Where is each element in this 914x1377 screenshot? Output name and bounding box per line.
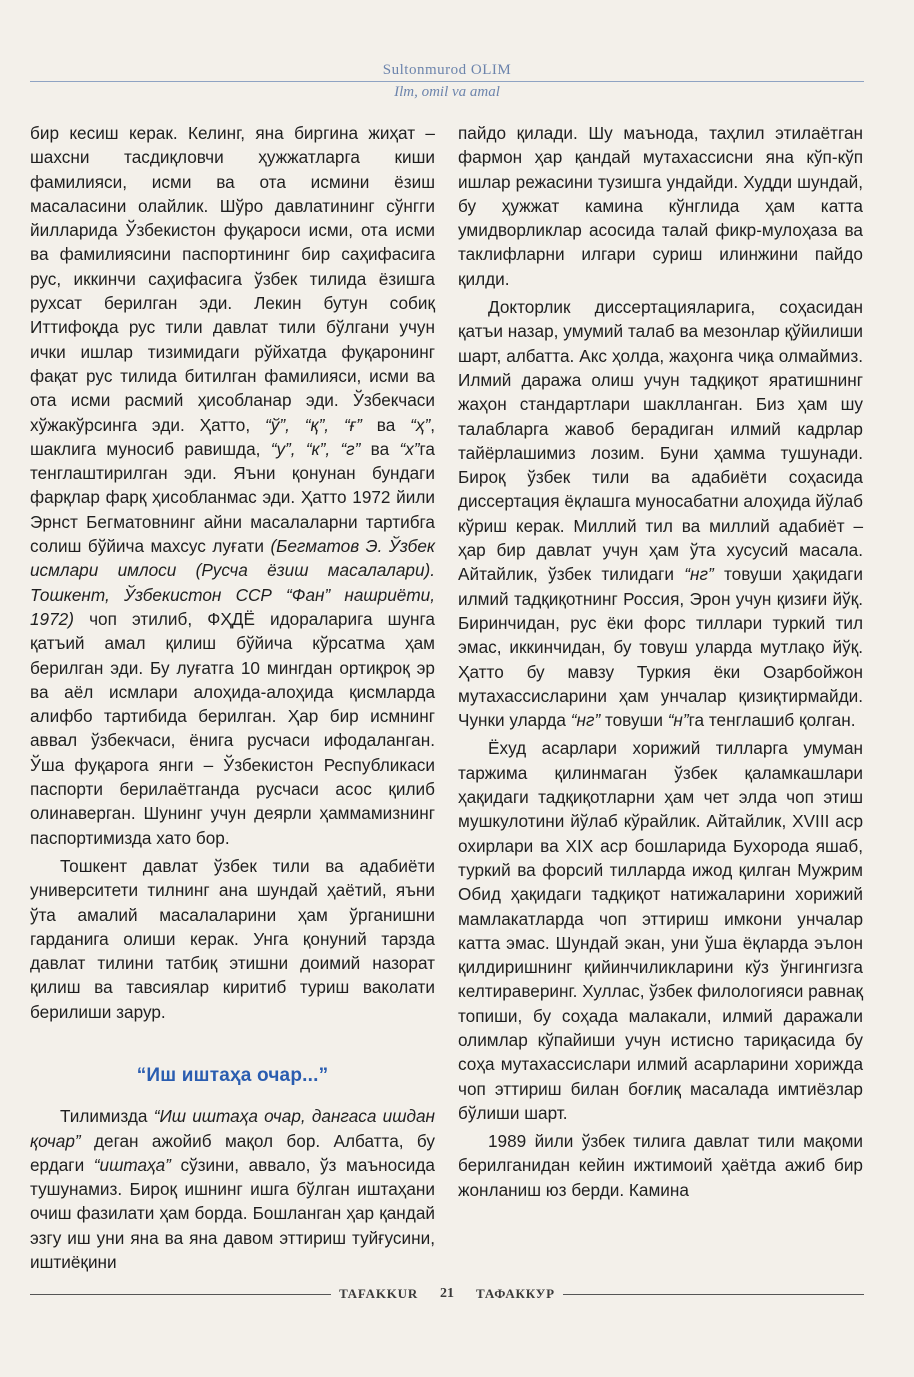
footer-rule-left [30, 1294, 331, 1295]
section-heading: “Иш иштаҳа очар...” [136, 1064, 329, 1086]
paragraph: 1989 йили ўзбек тилига давлат тили мақоми берилганидан кейин ижтимоий ҳаётда ажиб бир жонланиш юз берди. Камина [458, 1131, 863, 1200]
footer-label-cyrillic: ТАФАККУР [476, 1286, 555, 1301]
footer-rule-right [563, 1294, 864, 1295]
paragraph: Тошкент давлат ўзбек тили ва адабиёти университети тилнинг ана шундай ҳаётий, яъни ўта амалий масалаларини ҳам ўрганишни гарданига олиши керак. Унга қонуний тарзда давлат тилини татбиқ этишни доимий назорат қилиш ва тавсиялар киритиб туриш ваколати берилиши зарур. [30, 855, 435, 1022]
header-subtitle: Ilm, omil va amal [394, 84, 500, 100]
paragraph: Тилимизда “Иш иштаҳа очар, дангаса ишдан қочар” деган ажойиб мақол бор. Албатта, бу ердаги “иштаҳа” сўзини, аввало, ўз маъносида тушунамиз. Бироқ ишнинг ишга бўлган иштаҳани очиш фазилати ҳам борда. Бошланган ҳар қандай эзгу иш уни яна ва яна давом эттириш туйғусини, иштиёқини [30, 1106, 435, 1273]
footer-label-latin: TAFAKKUR [339, 1286, 419, 1301]
running-header [30, 62, 864, 101]
paragraph: пайдо қилади. Шу маънода, таҳлил этилаётган фармон ҳар қандай мутахассисни яна кўп-кўп ишлар режасини тузишга ундайди. Худди шундай, бу ҳужжат камина кўнглида ҳам катта умидворликлар асосида талай фикр-мулоҳаза ва таклифларни илгари суриш илинжини пайдо қилди. [458, 123, 863, 289]
running-footer [30, 1284, 864, 1304]
paragraph: Ёхуд асарлари хорижий тилларга умуман таржима қилинмаган ўзбек қаламкашлари ҳақидаги тадқиқотларни ҳам чет элда чоп этиш мушкулотини йўлаб кўрайлик. Айтайлик, XVIII аср охирлари ва XIX аср бошларида Бухорода яшаб, туркий ва форсий тилларда ижод қилган Мужрим Обид ҳақидаги тадқиқот натижаларини хорижий мамлакатларда чоп эттириш имкони унчалар катта эмас. Шундай экан, уни ўша ёқларда эълон қилдиришнинг қийинчиликларини кўз ўнгингизга келтираверинг. Хуллас, ўзбек филологияси равнақ топиши, бу соҳада малакали, илмий даражали олимлар кўпайиши учун истисно тариқасида бу соҳа мутахассислари илмий асарларини хорижда чоп эттириш билан боғлиқ масалада имтиёзлар бўлиши шарт. [458, 738, 863, 1123]
header-author: Sultonmurod OLIM [382, 62, 512, 78]
paragraph: бир кесиш керак. Келинг, яна биргина жиҳат – шахсни тасдиқловчи ҳужжатларга киши фамилияси, исми ва ота исмини ёзиш масаласини олайлик. Шўро давлатининг сўнгги йилларида Ўзбекистон фуқароси исми, ота исми ва фамилиясини паспортининг бир саҳифасига рус, иккинчи саҳифасига ўзбек тилида ёзишга рухсат берилган эди. Лекин бутун собиқ Иттифоқда рус тили давлат тили бўлгани учун ички ишлар тизимидаги рўйхатда фуқаронинг фақат рус тилида битилган фамилияси, исми ва ота исми расмий ҳисобланар эди. Ўзбекчаси хўжакўрсинга эди. Ҳатто, “ў”, “қ”, “ғ” ва “ҳ”, шаклига муносиб равишда, “у”, “к”, “г” ва “х”га тенглаштирилган эди. Яъни қонунан бундаги фарқлар фарқ ҳисобланмас эди. Ҳатто 1972 йили Эрнст Бегматовнинг айни масалаларни тартибга солиш бўйича махсус луғати (Бегматов Э. Ўзбек исмлари имлоси (Русча ёзиш масалалари). Тошкент, Ўзбекистон ССР “Фан” нашриёти, 1972) чоп этилиб, ФҲДЁ идораларига шунга қатъий амал қилиш бўйича кўрсатма ҳам берилган эди. Бу луғатга 10 мингдан ортиқроқ эр ва аёл исмлари алоҳида-алоҳида қисмларда алифбо тартибида берилган. Ҳар бир исмнинг аввал ўзбекчаси, ёнига русчаси ифодаланган. Ўша фуқарога янги – Ўзбекистон Республикаси паспорти берилаётганда русчаси асос қилиб олинаверган. Шунинг учун деярли ҳаммамизнинг паспортимизда хато бор. [30, 123, 435, 848]
left-column [30, 121, 435, 1274]
header-rule [30, 81, 864, 82]
right-column [458, 121, 863, 1202]
paragraph: Докторлик диссертацияларига, соҳасидан қатъи назар, умумий талаб ва мезонлар қўйилиши шарт, албатта. Акс ҳолда, жаҳонга чиқа олмаймиз. Илмий даража олиш учун тадқиқот яратишнинг жаҳон стандартлари шаклланган. Биз ҳам шу талабларга жавоб берадиган илмий кадрлар тайёрлашимиз лозим. Буни ҳамма тушунади. Бироқ ўзбек тили ва адабиёти соҳасида диссертация ёқлашга муносабатни алоҳида йўлаб кўриш керак. Миллий тил ва миллий адабиёт – ҳар бир давлат учун ҳам ўта хусусий масала. Айтайлик, ўзбек тилидаги “нг” товуши ҳақидаги илмий тадқиқотнинг Россия, Эрон учун қизиғи йўқ. Биринчидан, рус ёки форс тиллари туркий тил эмас, иккинчидан, бу товуш уларда мутлақо йўқ. Ҳатто бу мавзу Туркия ёки Озарбойжон мутахассисларини ҳам унчалар қизиқтирмайди. Чунки уларда “нг” товуши “н”га тенглашиб қолган. [458, 297, 863, 731]
page-number: 21 [440, 1286, 455, 1301]
